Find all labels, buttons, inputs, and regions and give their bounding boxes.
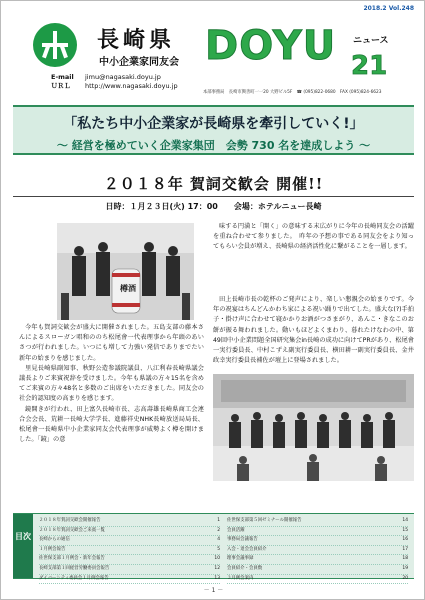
- right-paragraph: 味する円満と「開く」の意味する末広がりに今年の長崎同友会の活躍を重ね合わせて参りました。 昨年の予想の事である同友会をより知ってもらい会員が増え、長崎県の経済活性化に繋がることを一層します。: [213, 223, 414, 251]
- toc-item-title: １月例会報告: [39, 546, 66, 552]
- toc-item-title: 会員活躍: [227, 527, 245, 533]
- toc-item-page: 15: [402, 527, 408, 533]
- toc-item[interactable]: [227, 575, 408, 585]
- toc-column-left: [39, 517, 220, 584]
- toc-item-page: 2: [217, 527, 220, 533]
- toc-item-page: 18: [402, 556, 408, 562]
- toc-item[interactable]: [227, 546, 408, 556]
- toc-item-title: ３月例会案内: [227, 575, 254, 581]
- right-article-column-top: [213, 222, 414, 253]
- kagami-biraki-photo: [57, 223, 194, 320]
- toc-item-page: 19: [402, 565, 408, 571]
- toc-item-title: ダイバーシティ委員会１月例会報告: [39, 575, 109, 581]
- news-label: ニュース: [353, 36, 389, 46]
- toc-item-page: 5: [217, 546, 220, 552]
- toc-item-page: 13: [214, 575, 220, 581]
- office-address: 本部事務局 長崎市興善町一一20 大野ビル5F ☎ (095)822-0680 FAX (095)824-6623: [203, 90, 382, 95]
- toc-item-page: 20: [402, 575, 408, 581]
- url-label: ＵＲＬ: [51, 82, 71, 90]
- left-paragraph: 里見長崎県副知事、秋野公造参議院議員、八江利春長崎県議会議長よりご来賓祝辞を受けました。今年も県議の方々15名を含めてご来賓の方々48名と多数のご出席をいただきました。同友会の社会的認知度の高まりを感じます。: [19, 364, 204, 403]
- toc-label: 目次: [13, 514, 33, 578]
- event-details: 日時：１月２３日(火) 17：00 会場：ホテルニュー長崎: [105, 202, 322, 211]
- contact-info: [51, 73, 178, 91]
- slogan-line-1: 「私たち中小企業家が長崎県を牽引していく!」: [63, 116, 364, 132]
- toc-item[interactable]: [39, 555, 220, 565]
- right-paragraph: 田上長崎市長の乾杯のご発声により、楽しい懇親会の始まりです。今年の祝宴はちんどんかわち家による祝い踊りで出てした。盛大な(?)手拍子・掛け声に合わせて寝かかりお酒がつさまがり、あんこ・きなこのお餅が振る舞われました。動いもほどよくまわり、暮れたけなわの中、第49回中小企業問題全国研究集会in長崎の成功に向けてPRがあり、松尾會一実行委員長、中村こずえ副実行委員長、横田耕一副実行委員長、金井政幸実行委員長補佐が壇上に登場されました。: [213, 296, 414, 365]
- org-name-big: 長崎県: [97, 28, 176, 53]
- toc-item-page: 12: [214, 565, 220, 571]
- toc-item[interactable]: [39, 527, 220, 537]
- toc-item-page: 4: [217, 537, 220, 543]
- toc-item[interactable]: [227, 527, 408, 537]
- group-stage-photo: [213, 374, 414, 481]
- table-of-contents: [13, 513, 414, 579]
- toc-item-page: 10: [214, 556, 220, 562]
- right-article-column-bottom: [213, 295, 414, 366]
- left-article-column: [19, 323, 204, 445]
- page-number: － 1 －: [203, 587, 224, 594]
- toc-item[interactable]: [227, 536, 408, 546]
- email-link[interactable]: jimu@nagasaki.doyu.jp: [85, 73, 161, 81]
- url-link[interactable]: http://www.nagasaki.doyu.jp: [85, 82, 178, 90]
- issue-info: 2018.2 Vol.248: [363, 5, 414, 12]
- photo-sake-label: 樽酒: [120, 284, 136, 293]
- toc-item[interactable]: [39, 536, 220, 546]
- toc-item-title: ２０１８年賀詞交歓会開催報告: [39, 518, 101, 523]
- brand-title: DOYU: [205, 23, 337, 69]
- toc-item-title: 長崎からの通信: [39, 537, 70, 543]
- headline-divider: [13, 196, 414, 197]
- toc-item[interactable]: [39, 565, 220, 575]
- toc-item-title: 理事会議事録: [227, 556, 254, 562]
- slogan-banner: [13, 105, 414, 155]
- toc-item-title: 長崎支部第１回経営労働委員会報告: [39, 565, 110, 571]
- slogan-line-2: ～ 経営を極めていく企業家集団 会勢 730 名を達成しよう ～: [56, 139, 371, 152]
- toc-item[interactable]: [227, 517, 408, 527]
- toc-item[interactable]: [39, 575, 220, 585]
- left-paragraph: 今年も賀詞交歓会が盛大に開催されました。五島支部の藤本さんによるスローガン唱和ののち松尾會一代表理事から年頭のあいさつが行われました。いつにも増して力強い発信でありまでたい新年の始まりを感じました。: [19, 324, 204, 362]
- toc-item[interactable]: [39, 517, 220, 527]
- org-logo-icon: [33, 23, 77, 67]
- toc-item-title: 佐世保支部第５回ゼミナール開催報告: [227, 518, 302, 523]
- org-name-sub: 中小企業家同友会: [99, 57, 179, 68]
- toc-item[interactable]: [227, 565, 408, 575]
- toc-item-title: 事務局会議報告: [227, 537, 258, 543]
- toc-item-page: 14: [402, 518, 408, 523]
- toc-item-title: 入会・退会会員紹介: [227, 546, 267, 552]
- toc-item[interactable]: [227, 555, 408, 565]
- toc-column-right: [227, 517, 408, 584]
- toc-item-page: 16: [402, 537, 408, 543]
- article-headline: ２０１８年 賀詞交歓会 開催!!: [103, 175, 324, 193]
- email-label: E-mail: [51, 73, 74, 81]
- toc-item-title: 佐世保支部１月例会・新年会報告: [39, 556, 105, 562]
- toc-item-title: 会員紹介・会員数: [227, 565, 263, 571]
- issue-number: 21: [351, 51, 388, 81]
- toc-item-page: 17: [402, 546, 408, 552]
- toc-item-page: 1: [217, 518, 220, 523]
- toc-item[interactable]: [39, 546, 220, 556]
- toc-item-title: ２０１８年賀詞交歓会ご来賓一覧: [39, 527, 105, 533]
- left-paragraph: 鏡開きが行われ、田上富久長崎市長、志高壽雄長崎県商工会連合会会長、荒耕一長崎大学学長、進藤祥史NHK長崎放送局局長、松尾會一長崎県中小企業家同友会代表理事が威勢よく樽を開けました。「鏡」の意: [19, 405, 204, 444]
